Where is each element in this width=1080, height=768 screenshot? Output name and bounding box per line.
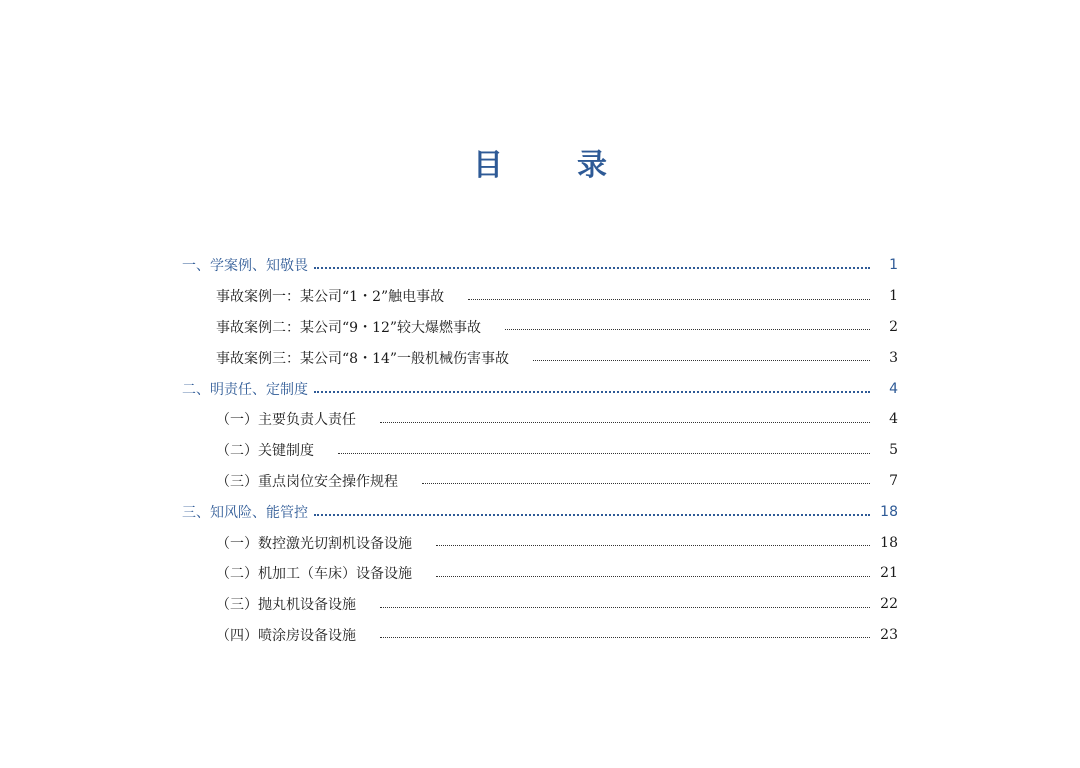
toc-entry[interactable] bbox=[182, 404, 898, 435]
toc-entry-label: （四）喷涂房设备设施 bbox=[216, 627, 356, 644]
toc-entry[interactable] bbox=[182, 589, 898, 620]
toc-entry-label: （三）重点岗位安全操作规程 bbox=[216, 473, 398, 490]
toc-page-number: 3 bbox=[889, 349, 898, 366]
toc-section-2[interactable] bbox=[182, 373, 898, 404]
toc-page-number: 23 bbox=[880, 626, 898, 643]
toc-entry[interactable] bbox=[182, 466, 898, 497]
leader-dots bbox=[380, 605, 870, 608]
toc-entry-label: （二）机加工（车床）设备设施 bbox=[216, 566, 412, 583]
toc-page-number: 2 bbox=[889, 318, 898, 335]
toc-entry[interactable] bbox=[182, 342, 898, 373]
toc-entry[interactable] bbox=[182, 435, 898, 466]
toc-page-number: 1 bbox=[889, 257, 898, 274]
toc-page-number: 4 bbox=[889, 411, 898, 428]
leader-dots bbox=[314, 389, 870, 393]
toc-section-label: 一、学案例、知敬畏 bbox=[182, 258, 308, 275]
toc-page-number: 7 bbox=[889, 472, 898, 489]
toc-page-number: 1 bbox=[889, 288, 898, 305]
toc-page-number: 18 bbox=[880, 534, 898, 551]
toc-entry-label: 事故案例三：某公司“8・14”一般机械伤害事故 bbox=[216, 350, 510, 367]
toc-entry-label: （三）抛丸机设备设施 bbox=[216, 597, 356, 614]
leader-dots bbox=[533, 358, 870, 361]
toc-section-label: 三、知风险、能管控 bbox=[182, 504, 308, 521]
toc-entry[interactable] bbox=[182, 527, 898, 558]
leader-dots bbox=[380, 420, 870, 423]
toc-section-3[interactable] bbox=[182, 496, 898, 527]
toc-page-number: 4 bbox=[889, 380, 898, 397]
toc-page-number: 21 bbox=[880, 565, 898, 582]
toc-page-number: 5 bbox=[889, 442, 898, 459]
table-of-contents bbox=[182, 250, 898, 650]
leader-dots bbox=[314, 265, 870, 269]
toc-entry[interactable] bbox=[182, 558, 898, 589]
page-title: 目 录 bbox=[473, 148, 629, 183]
toc-section-label: 二、明责任、定制度 bbox=[182, 381, 308, 398]
leader-dots bbox=[468, 297, 870, 300]
toc-entry[interactable] bbox=[182, 620, 898, 651]
leader-dots bbox=[314, 512, 870, 516]
toc-entry-label: （一）主要负责人责任 bbox=[216, 412, 356, 429]
leader-dots bbox=[436, 543, 870, 546]
leader-dots bbox=[422, 481, 870, 484]
toc-page-number: 22 bbox=[880, 596, 898, 613]
toc-section-1[interactable] bbox=[182, 250, 898, 281]
toc-entry-label: 事故案例二：某公司“9・12”较大爆燃事故 bbox=[216, 319, 482, 336]
toc-entry-label: 事故案例一：某公司“1・2”触电事故 bbox=[216, 289, 445, 306]
leader-dots bbox=[436, 574, 870, 577]
toc-page-number: 18 bbox=[880, 503, 898, 520]
toc-entry-label: （二）关键制度 bbox=[216, 443, 314, 460]
leader-dots bbox=[380, 635, 870, 638]
leader-dots bbox=[505, 327, 870, 330]
leader-dots bbox=[338, 451, 870, 454]
toc-entry-label: （一）数控激光切割机设备设施 bbox=[216, 535, 412, 552]
toc-entry[interactable] bbox=[182, 312, 898, 343]
toc-entry[interactable] bbox=[182, 281, 898, 312]
